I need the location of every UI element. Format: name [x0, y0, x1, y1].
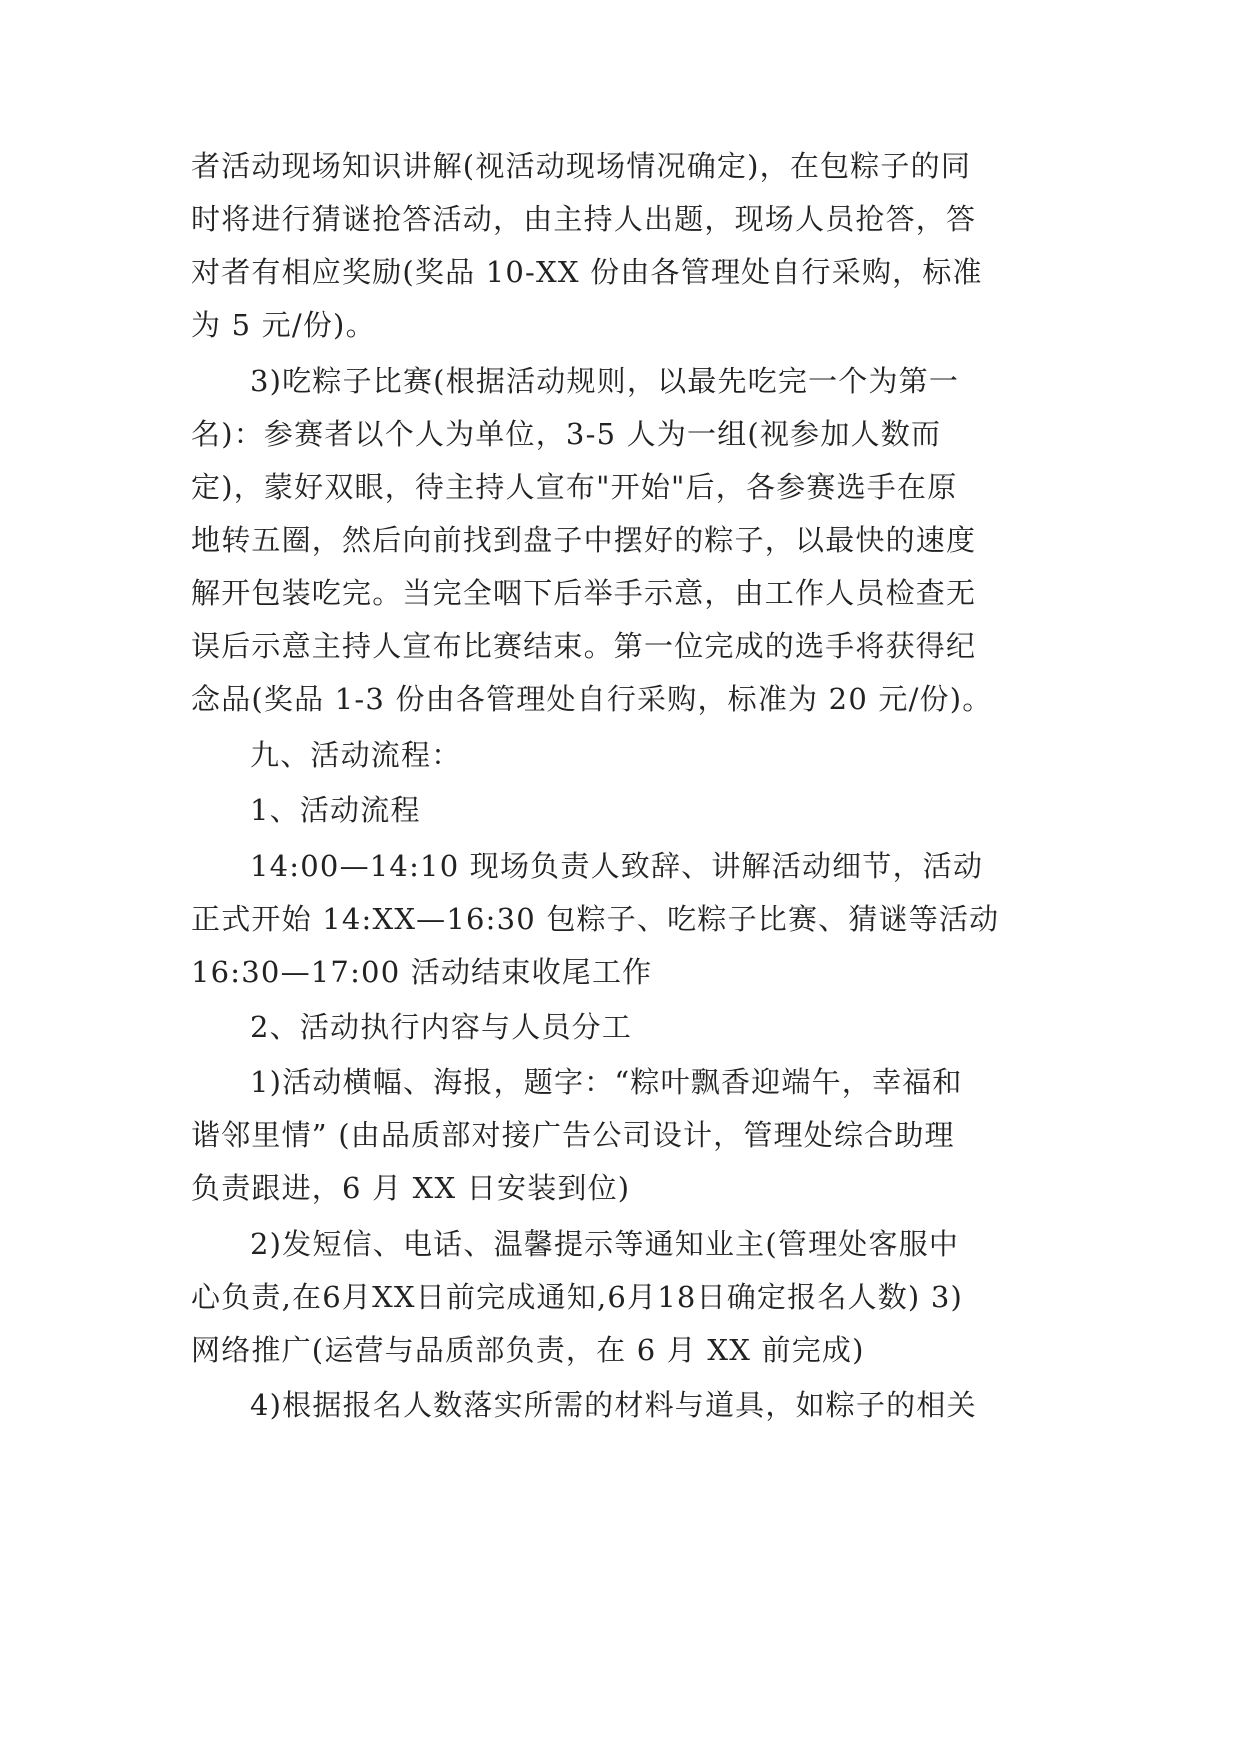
text-line: 2)发短信、电话、温馨提示等通知业主(管理处客服中 — [250, 1227, 960, 1261]
text-line: 1)活动横幅、海报，题字：“粽叶飘香迎端午，幸福和 — [250, 1065, 963, 1099]
text-line: 心负责,在6月XX日前完成通知,6月18日确定报名人数) 3) — [191, 1280, 964, 1314]
subsection-heading: 2、活动执行内容与人员分工 — [250, 1010, 633, 1044]
text-line: 者活动现场知识讲解(视活动现场情况确定)，在包粽子的同 — [191, 149, 972, 183]
text-line: 名)：参赛者以个人为单位，3-5 人为一组(视参加人数而 — [191, 417, 942, 451]
text-line: 对者有相应奖励(奖品 10-XX 份由各管理处自行采购，标准 — [191, 255, 983, 289]
text-line: 4)根据报名人数落实所需的材料与道具，如粽子的相关 — [250, 1388, 977, 1422]
text-line: 谐邻里情” (由品质部对接广告公司设计，管理处综合助理 — [191, 1118, 955, 1152]
text-line: 14:00—14:10 现场负责人致辞、讲解活动细节，活动 — [250, 849, 984, 883]
text-line: 误后示意主持人宣布比赛结束。第一位完成的选手将获得纪 — [191, 629, 977, 663]
text-line: 16:30—17:00 活动结束收尾工作 — [191, 955, 653, 989]
text-line: 网络推广(运营与品质部负责，在 6 月 XX 前完成) — [191, 1333, 865, 1367]
text-line: 解开包装吃完。当完全咽下后举手示意，由工作人员检查无 — [191, 576, 977, 610]
text-line: 地转五圈，然后向前找到盘子中摆好的粽子，以最快的速度 — [191, 523, 977, 557]
text-line: 正式开始 14:XX—16:30 包粽子、吃粽子比赛、猜谜等活动 — [191, 902, 1000, 936]
text-line: 定)，蒙好双眼，待主持人宣布"开始"后，各参赛选手在原 — [191, 470, 958, 504]
text-line: 负责跟进，6 月 XX 日安装到位) — [191, 1171, 631, 1205]
subsection-heading: 1、活动流程 — [250, 793, 421, 827]
text-line: 为 5 元/份)。 — [191, 308, 376, 342]
text-line: 念品(奖品 1-3 份由各管理处自行采购，标准为 20 元/份)。 — [191, 682, 993, 716]
section-heading: 九、活动流程： — [250, 738, 462, 772]
text-line: 3)吃粽子比赛(根据活动规则，以最先吃完一个为第一 — [250, 364, 960, 398]
text-line: 时将进行猜谜抢答活动，由主持人出题，现场人员抢答，答 — [191, 202, 977, 236]
